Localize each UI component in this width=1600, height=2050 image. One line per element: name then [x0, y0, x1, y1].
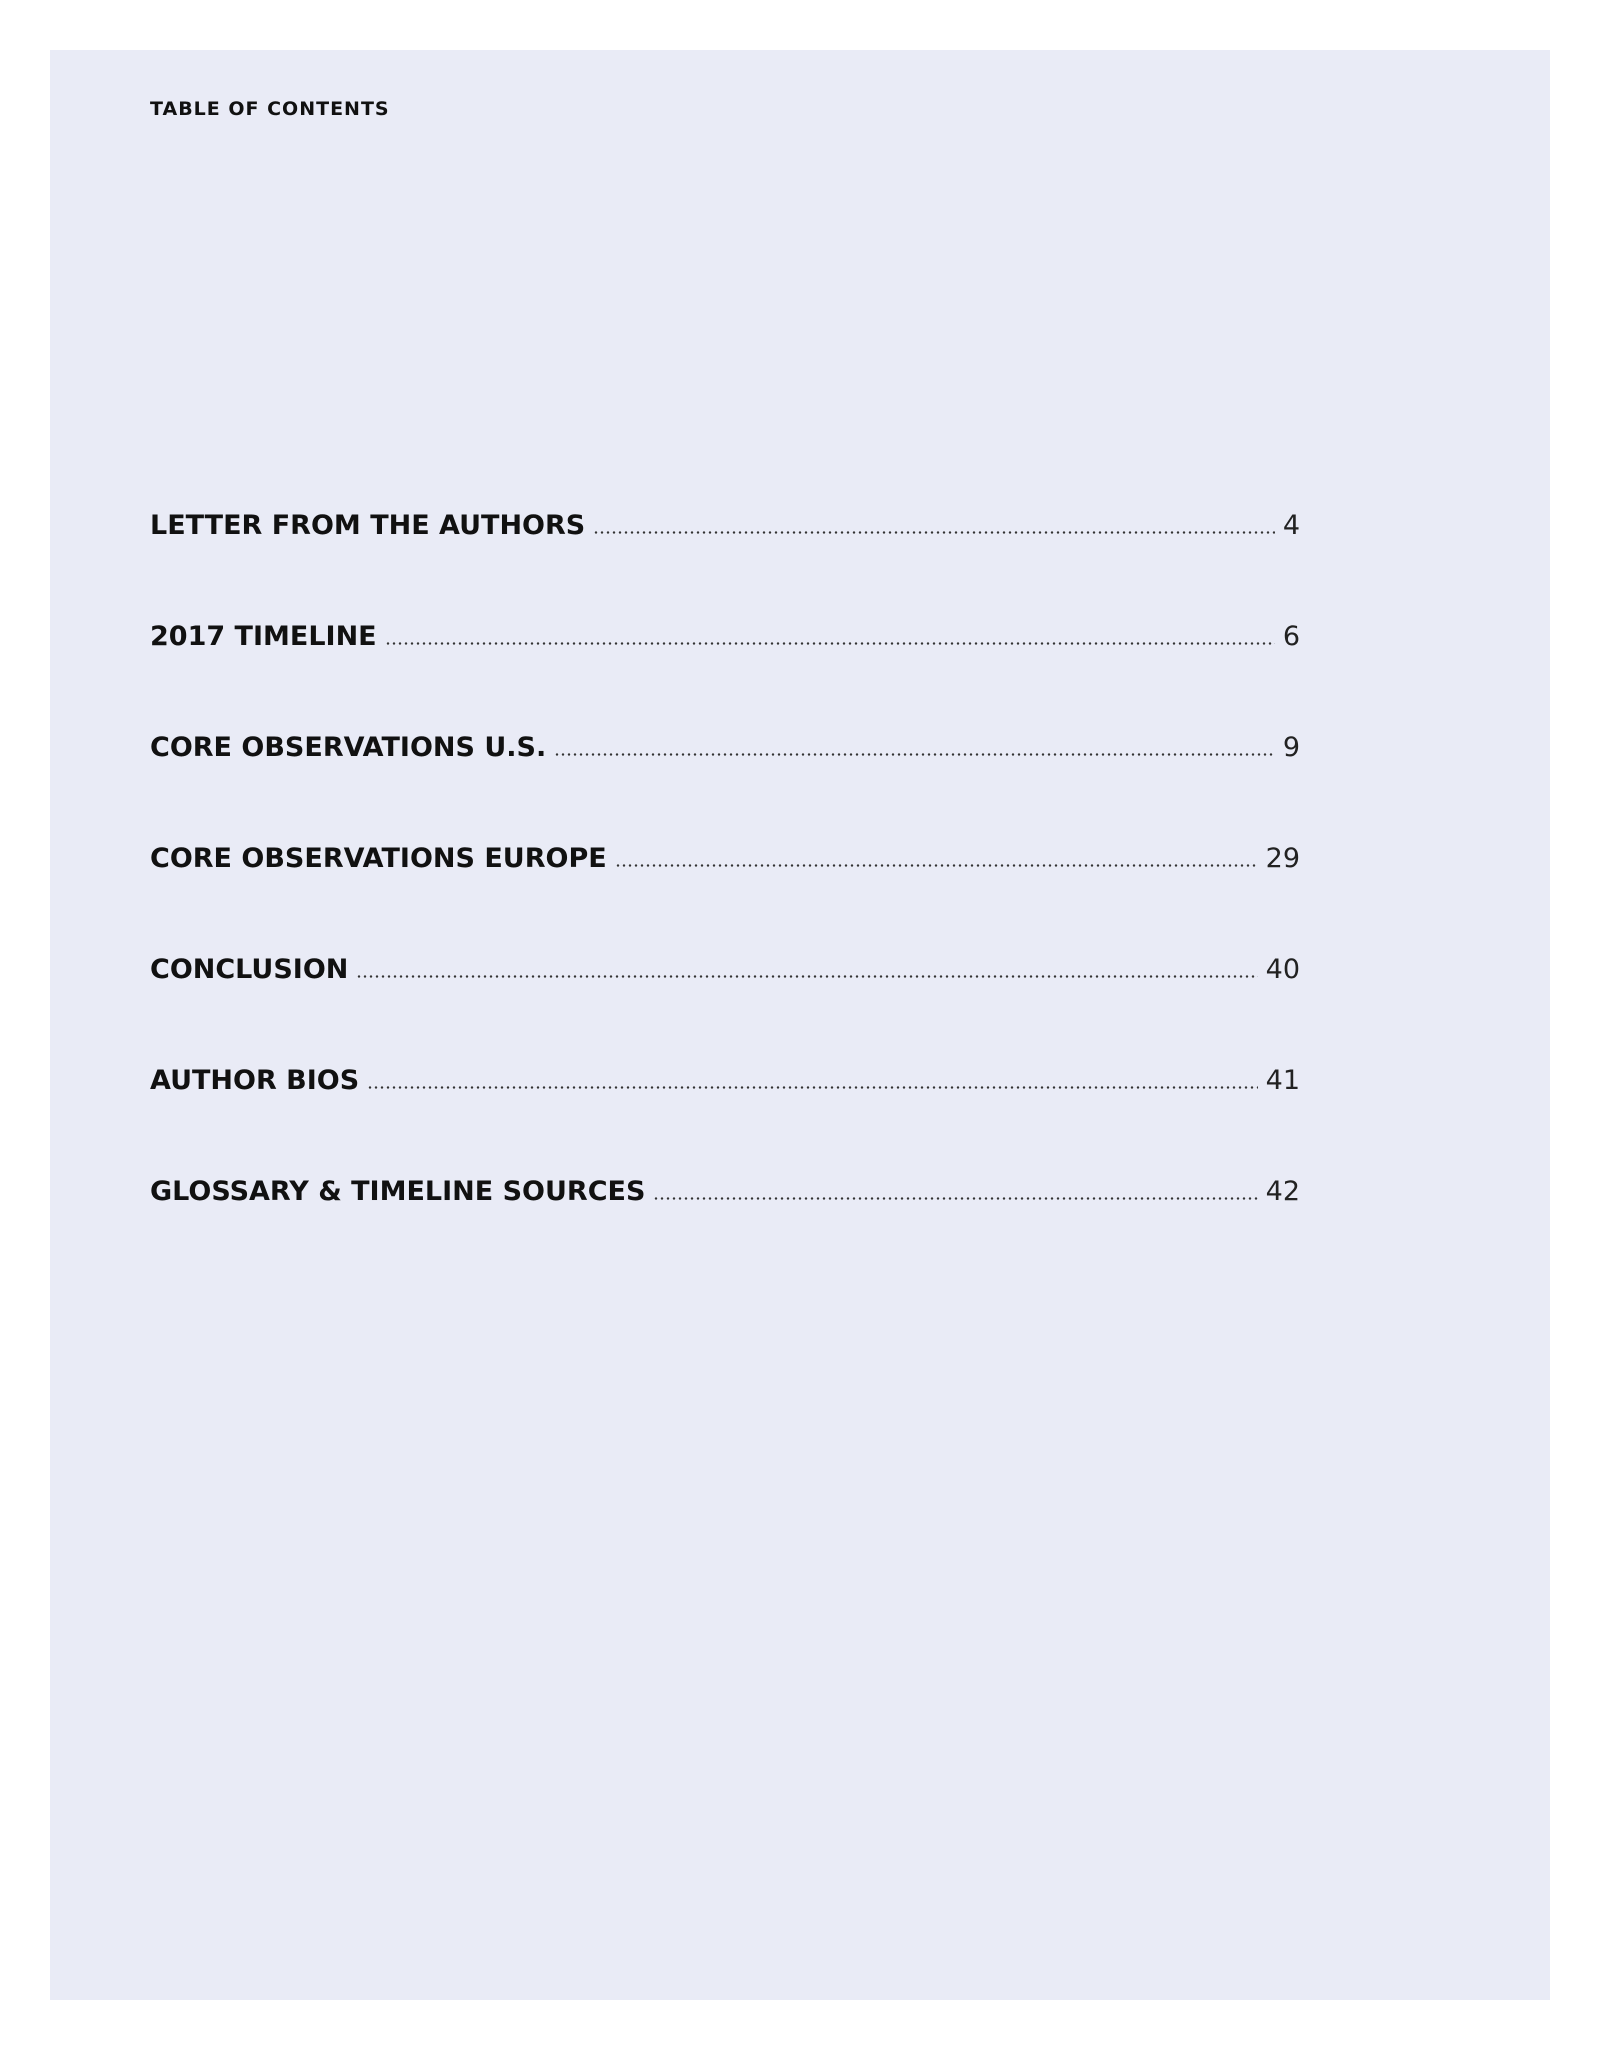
toc-entry-title: GLOSSARY & TIMELINE SOURCES — [150, 1176, 646, 1207]
toc-entry-title: LETTER FROM THE AUTHORS — [150, 510, 586, 541]
toc-entry-title: CONCLUSION — [150, 954, 349, 985]
page-panel — [50, 50, 1550, 2000]
dot-leader — [385, 642, 1275, 645]
toc-entry-page: 42 — [1265, 1176, 1300, 1207]
toc-entry-author-bios[interactable] — [150, 1065, 1300, 1176]
toc-entry-conclusion[interactable] — [150, 954, 1300, 1065]
dot-leader — [356, 975, 1257, 978]
toc-entry-title: AUTHOR BIOS — [150, 1065, 360, 1096]
toc-entry-title: CORE OBSERVATIONS EUROPE — [150, 843, 607, 874]
dot-leader — [554, 753, 1275, 756]
toc-entry-title: CORE OBSERVATIONS U.S. — [150, 732, 547, 763]
toc-entry-letter[interactable] — [150, 510, 1300, 621]
toc-entry-title: 2017 TIMELINE — [150, 621, 377, 652]
toc-heading: TABLE OF CONTENTS — [150, 98, 390, 120]
toc-list — [150, 510, 1300, 1287]
toc-entry-page: 9 — [1282, 732, 1300, 763]
dot-leader — [593, 531, 1275, 534]
dot-leader — [653, 1197, 1257, 1200]
toc-entry-page: 29 — [1265, 843, 1300, 874]
toc-entry-page: 6 — [1282, 621, 1300, 652]
toc-entry-glossary[interactable] — [150, 1176, 1300, 1287]
toc-entry-core-europe[interactable] — [150, 843, 1300, 954]
toc-entry-page: 40 — [1265, 954, 1300, 985]
toc-entry-core-us[interactable] — [150, 732, 1300, 843]
toc-entry-timeline[interactable] — [150, 621, 1300, 732]
dot-leader — [615, 864, 1258, 867]
toc-entry-page: 4 — [1282, 510, 1300, 541]
dot-leader — [367, 1086, 1257, 1089]
toc-entry-page: 41 — [1265, 1065, 1300, 1096]
